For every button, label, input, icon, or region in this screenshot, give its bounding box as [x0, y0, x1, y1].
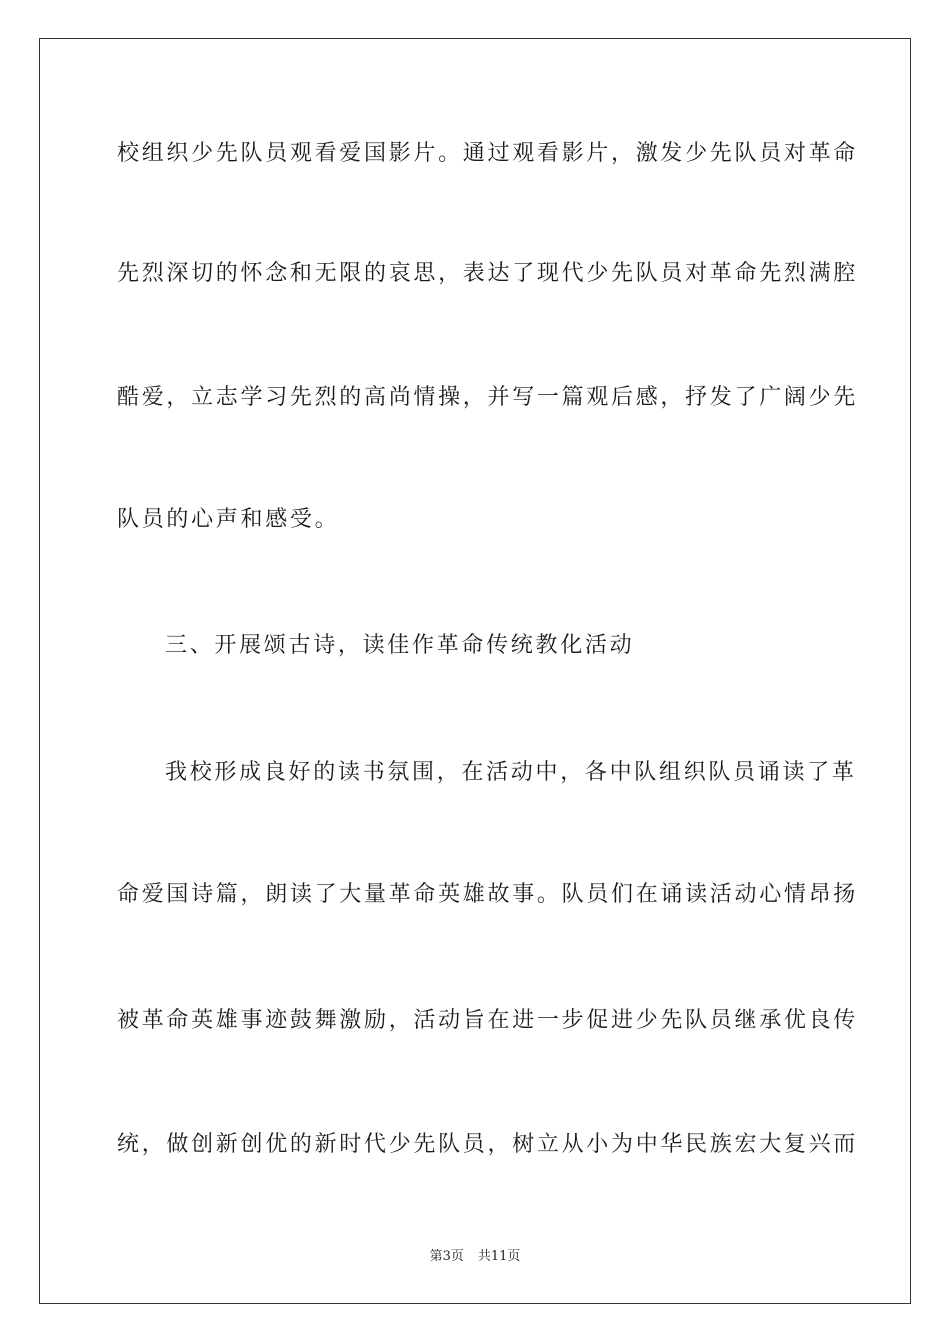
body-text-line: 被革命英雄事迹鼓舞激励，活动旨在进一步促进少先队员继承优良传: [117, 1008, 859, 1033]
total-pages: 共11页: [477, 1249, 521, 1264]
body-text-line: 队员的心声和感受。: [117, 507, 340, 532]
body-text-line: 命爱国诗篇，朗读了大量革命英雄故事。队员们在诵读活动心情昂扬: [117, 882, 859, 907]
section-heading: 三、开展颂古诗，读佳作革命传统教化活动: [165, 633, 635, 658]
page-border: [39, 38, 911, 1304]
body-text-line: 校组织少先队员观看爱国影片。通过观看影片，激发少先队员对革命: [117, 141, 859, 166]
page-footer: [0, 1248, 950, 1266]
body-text-line: 统，做创新创优的新时代少先队员，树立从小为中华民族宏大复兴而: [117, 1132, 859, 1157]
body-text-line: 先烈深切的怀念和无限的哀思，表达了现代少先队员对革命先烈满腔: [117, 261, 859, 286]
page-number: 第3页: [429, 1249, 464, 1264]
body-text-line: 我校形成良好的读书氛围，在活动中，各中队组织队员诵读了革: [165, 760, 857, 785]
body-text-line: 酷爱，立志学习先烈的高尚情操，并写一篇观后感，抒发了广阔少先: [117, 385, 859, 410]
